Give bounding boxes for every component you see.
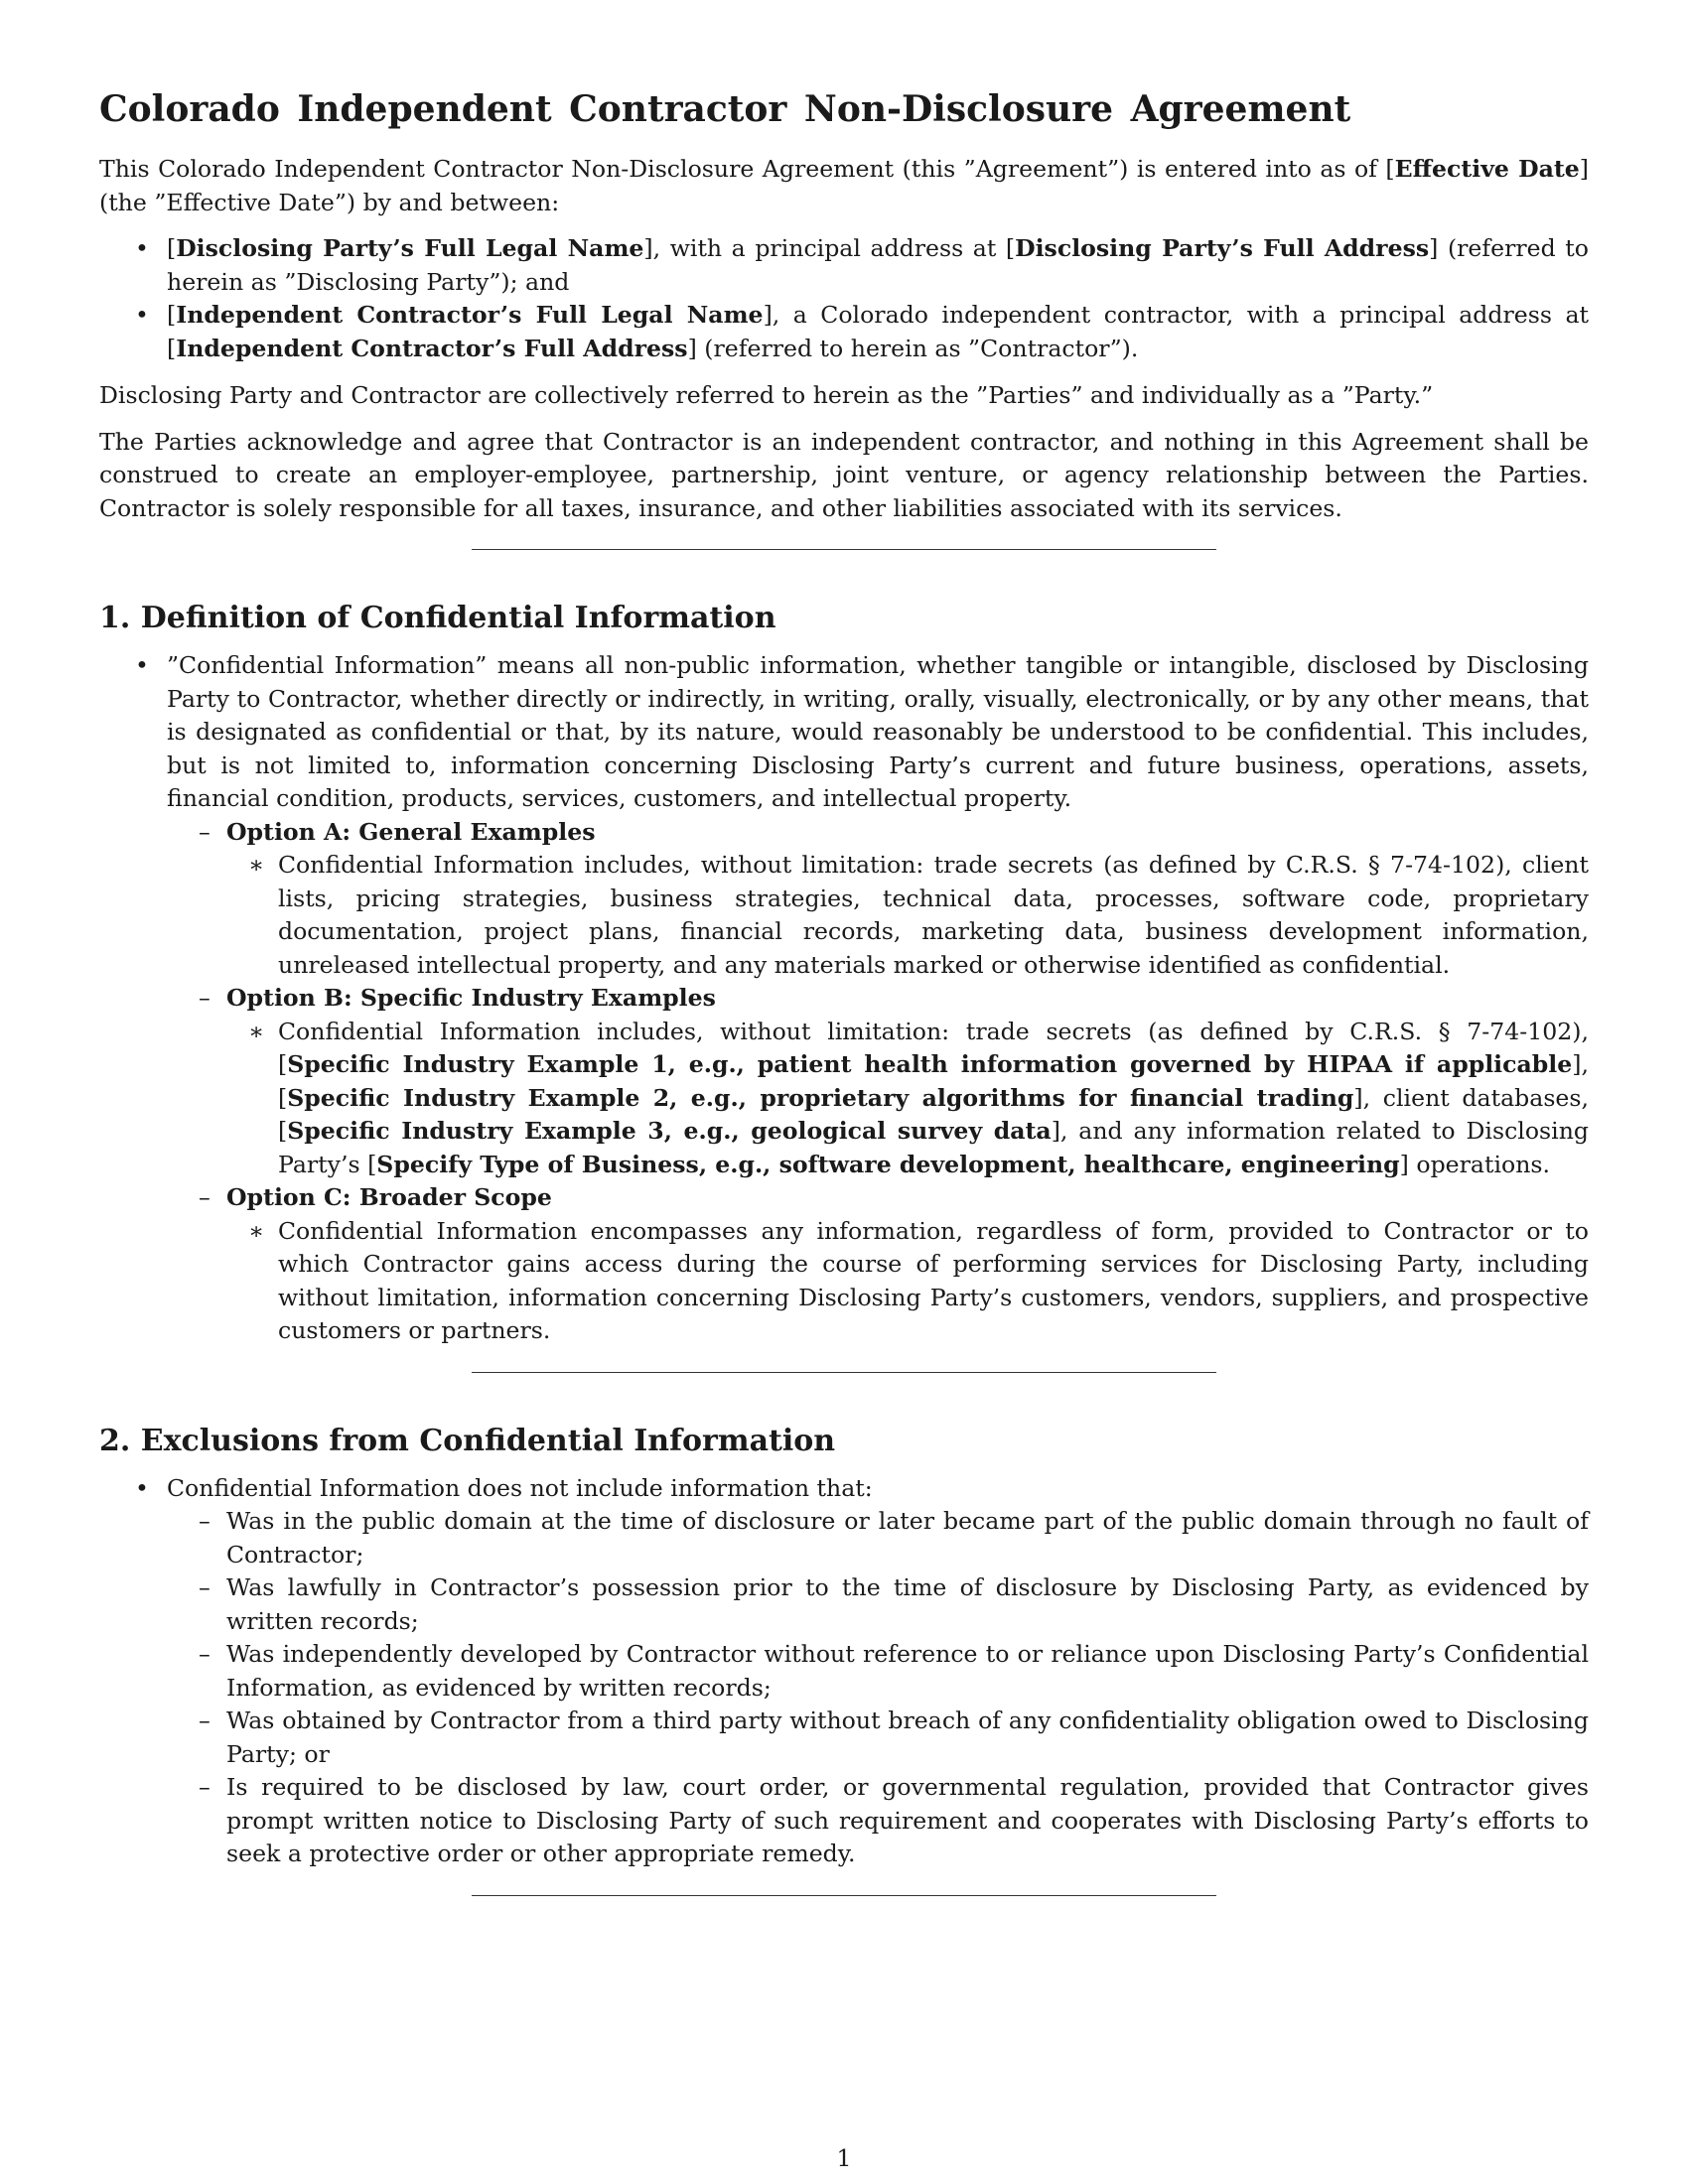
party-contractor (99, 299, 1589, 365)
party-disclosing (99, 232, 1589, 299)
section-1-heading: 1. Definition of Confidential Information (99, 601, 776, 635)
section-divider (472, 549, 1216, 550)
intro-paragraph (99, 153, 1589, 219)
parties-list (99, 232, 1589, 365)
option-b (167, 982, 1589, 1181)
definition-text: ”Confidential Information” means all non-public information, whether tangible or intangible, disclosed by Disclosing Party to Contractor, whether directly or indirectly, in writing, orally, visually, electronically, or by any other means, that is designated as confidential or that, by its nature, would reasonably be understood to be confidential. This includes, but is not limited to, information concerning Disclosing Party’s current and future business, operations, assets, financial condition, products, services, customers, and intellectual property. (167, 651, 1589, 812)
option-b-text-part: Confidential Information includes, without limitation: trade secrets (as defined by C.R.S. § 7-74-102), [ (278, 1017, 1589, 1078)
industry-example-1-placeholder: Specific Industry Example 1, e.g., patient health information governed by HIPAA if applicable (287, 1050, 1573, 1078)
section-divider (472, 1372, 1216, 1373)
option-b-text (226, 1016, 1589, 1182)
definition-item (99, 649, 1589, 1348)
exclusions-lead: Confidential Information does not include information that: (167, 1473, 873, 1502)
party-text: ], a Colorado independent contractor, with a principal address at [ (167, 301, 1589, 362)
option-b-text-part: ], [ (278, 1050, 1589, 1112)
intro-text: ] (the ”Effective Date”) by and between: (99, 155, 1589, 216)
page-number: 1 (836, 2144, 852, 2172)
options-list (167, 816, 1589, 1348)
exclusion-item: – Is required to be disclosed by law, court order, or governmental regulation, provided that Contractor gives prompt written notice to Disclosing Party of such requirement and cooperates with Disclosing Party’s efforts to seek a protective order or other appropriate remedy. (167, 1771, 1589, 1871)
section-1-list (99, 649, 1589, 1348)
option-b-text-part: ] operations. (1399, 1150, 1551, 1178)
option-a-list (226, 849, 1589, 982)
bracket: [ (167, 301, 177, 329)
exclusion-item: – Was independently developed by Contractor without reference to or reliance upon Disclosing Party’s Confidential Information, as evidenced by written records; (167, 1638, 1589, 1705)
option-b-title: Option B: Specific Industry Examples (226, 984, 716, 1012)
relationship-paragraph: The Parties acknowledge and agree that Contractor is an independent contractor, and nothing in this Agreement shall be construed to create an employer-employee, partnership, joint venture, or agency relationship between the Parties. Contractor is solely responsible for all taxes, insurance, and other liabilities associated with its services. (99, 427, 1589, 522)
parties-paragraph: Disclosing Party and Contractor are collectively referred to herein as the ”Parties” and individually as a ”Party.” (99, 381, 1434, 409)
disclosing-party-address-placeholder: Disclosing Party’s Full Address (1015, 234, 1430, 262)
effective-date-placeholder: Effective Date (1394, 155, 1580, 183)
option-a (167, 816, 1589, 983)
option-b-list (226, 1016, 1589, 1182)
exclusions-list (167, 1505, 1589, 1871)
section-divider (472, 1895, 1216, 1896)
industry-example-3-placeholder: Specific Industry Example 3, e.g., geological survey data (287, 1117, 1052, 1145)
option-a-title: Option A: General Examples (226, 817, 596, 846)
industry-example-2-placeholder: Specific Industry Example 2, e.g., proprietary algorithms for financial trading (287, 1083, 1354, 1112)
party-text: ] (referred to herein as ”Disclosing Party”); and (167, 234, 1589, 296)
section-2-list (99, 1472, 1589, 1871)
disclosing-party-name-placeholder: Disclosing Party’s Full Legal Name (176, 234, 644, 262)
option-c-title: Option C: Broader Scope (226, 1183, 552, 1211)
exclusion-item: – Was in the public domain at the time of disclosure or later became part of the public domain through no fault of Contractor; (167, 1505, 1589, 1571)
exclusion-item: – Was lawfully in Contractor’s possession prior to the time of disclosure by Disclosing Party, as evidenced by written records; (167, 1571, 1589, 1638)
option-c-text: ∗ Confidential Information encompasses any information, regardless of form, provided to Contractor or to which Contractor gains access during the course of performing services for Disclosing Party, including without limitation, information concerning Disclosing Party’s customers, vendors, suppliers, and prospective customers or partners. (226, 1215, 1589, 1348)
option-b-text-part: ], client databases, [ (278, 1083, 1589, 1145)
document-title: Colorado Independent Contractor Non-Disclosure Agreement (99, 88, 1351, 130)
exclusion-item: – Was obtained by Contractor from a third party without breach of any confidentiality obligation owed to Disclosing Party; or (167, 1705, 1589, 1771)
option-b-text-part: ], and any information related to Disclosing Party’s [ (278, 1117, 1589, 1178)
party-text: ] (referred to herein as ”Contractor”). (687, 334, 1139, 362)
party-text: ], with a principal address at [ (643, 234, 1016, 262)
document-page (99, 87, 1589, 1946)
business-type-placeholder: Specify Type of Business, e.g., software development, healthcare, engineering (376, 1150, 1400, 1178)
option-c-list (226, 1215, 1589, 1348)
contractor-name-placeholder: Independent Contractor’s Full Legal Name (176, 301, 764, 329)
option-c (167, 1181, 1589, 1348)
section-2-heading: 2. Exclusions from Confidential Information (99, 1423, 836, 1458)
contractor-address-placeholder: Independent Contractor’s Full Address (176, 334, 688, 362)
intro-text: This Colorado Independent Contractor Non-Disclosure Agreement (this ”Agreement”) is entered into as of [ (99, 155, 1395, 183)
bracket: [ (167, 234, 177, 262)
exclusions-item (99, 1472, 1589, 1871)
option-a-text: ∗ Confidential Information includes, without limitation: trade secrets (as defined by C.R.S. § 7-74-102), client lists, pricing strategies, business strategies, technical data, processes, software code, proprietary documentation, project plans, financial records, marketing data, business development information, unreleased intellectual property, and any materials marked or otherwise identified as confidential. (226, 849, 1589, 982)
